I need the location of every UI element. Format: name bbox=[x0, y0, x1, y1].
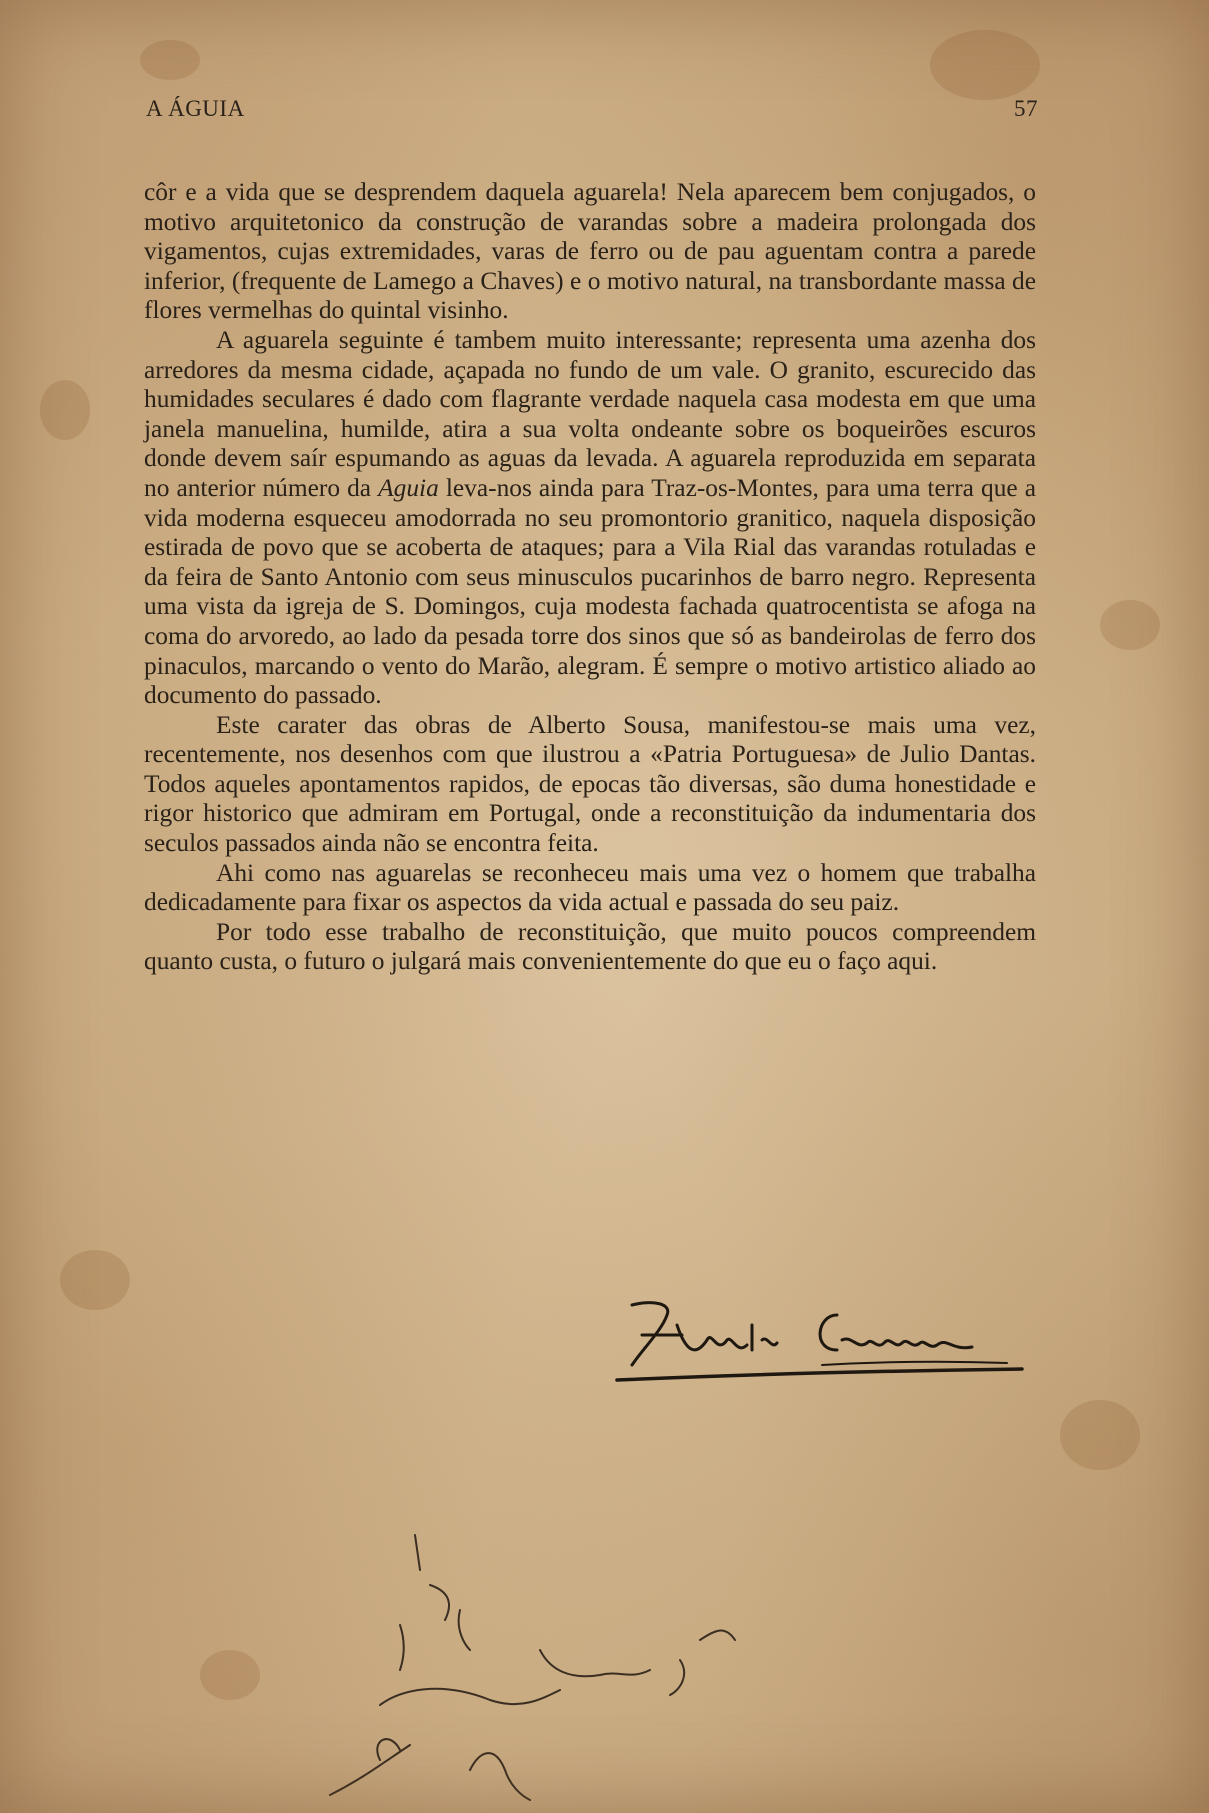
page-number: 57 bbox=[1014, 96, 1038, 121]
paragraph bbox=[144, 326, 1036, 711]
stain-spot bbox=[930, 30, 1040, 100]
running-header bbox=[146, 96, 1038, 126]
italic-title: Aguia bbox=[378, 473, 439, 502]
text-run: A aguarela seguinte é tambem muito interessante; representa uma azenha dos arredores da mesma cidade, açapada no fundo de um vale. O granito, escurecido das humidades seculares é dado com flagrante verdade naquela casa modesta em que uma janela manuelina, humilde, atira a sua volta ondeante sobre os boqueirões escuros donde devem saír espumando as aguas da levada. A aguarela reproduzida em separata no anterior número da bbox=[144, 325, 1036, 502]
paragraph bbox=[144, 859, 1036, 918]
text-run: Ahi como nas aguarelas se reconheceu mais uma vez o homem que trabalha dedicadamente para fixar os aspectos da vida actual e passada do seu paiz. bbox=[144, 858, 1036, 917]
paragraph bbox=[144, 711, 1036, 859]
text-run: côr e a vida que se desprendem daquela aguarela! Nela aparecem bem conjugados, o motivo arquitetonico da construção de varandas sobre a madeira prolongada dos vigamentos, cujas extremidades, varas de ferro ou de pau aguentam contra a parede inferior, (frequente de Lamego a Chaves) e o motivo natural, na transbordante massa de flores vermelhas do quintal visinho. bbox=[144, 178, 1036, 325]
stain-spot bbox=[140, 40, 200, 80]
text-run: Por todo esse trabalho de reconstituição, que muito poucos compreendem quanto custa, o futuro o julgará mais convenientemente do que eu o faço aqui. bbox=[144, 917, 1036, 976]
stain-spot bbox=[1060, 1400, 1140, 1470]
stain-spot bbox=[40, 380, 90, 440]
stain-spot bbox=[60, 1250, 130, 1310]
article-body bbox=[144, 178, 1036, 977]
journal-title: A ÁGUIA bbox=[146, 96, 245, 121]
text-run: leva-nos ainda para Traz-os-Montes, para uma terra que a vida moderna esqueceu amodorrada no seu promontorio granitico, naquela disposição estirada de povo que se acoberta de ataques; para a Vila Rial das varandas rotuladas e da feira de Santo Antonio com seus minusculos pucarinhos de barro negro. Representa uma vista da igreja de S. Domingos, cuja modesta fachada quatrocentista se afoga na coma do arvoredo, ao lado da pesada torre dos sinos que só as bandeirolas de ferro dos pinaculos, marcando o vento do Marão, alegram. É sempre o motivo artistico aliado ao documento do passado. bbox=[144, 473, 1036, 710]
paragraph bbox=[144, 178, 1036, 326]
author-signature bbox=[612, 1295, 1032, 1385]
stain-spot bbox=[200, 1650, 260, 1700]
paragraph bbox=[144, 918, 1036, 977]
text-run: Este carater das obras de Alberto Sousa, manifestou-se mais uma vez, recentemente, nos desenhos com que ilustrou a «Patria Portuguesa» de Julio Dantas. Todos aqueles apontamentos rapidos, de epocas tão diversas, são duma honestidade e rigor historico que admiram em Portugal, onde a reconstituição da indumentaria dos seculos passados ainda não se encontra feita. bbox=[144, 710, 1036, 858]
pencil-doodles bbox=[320, 1530, 800, 1810]
stain-spot bbox=[1100, 600, 1160, 650]
